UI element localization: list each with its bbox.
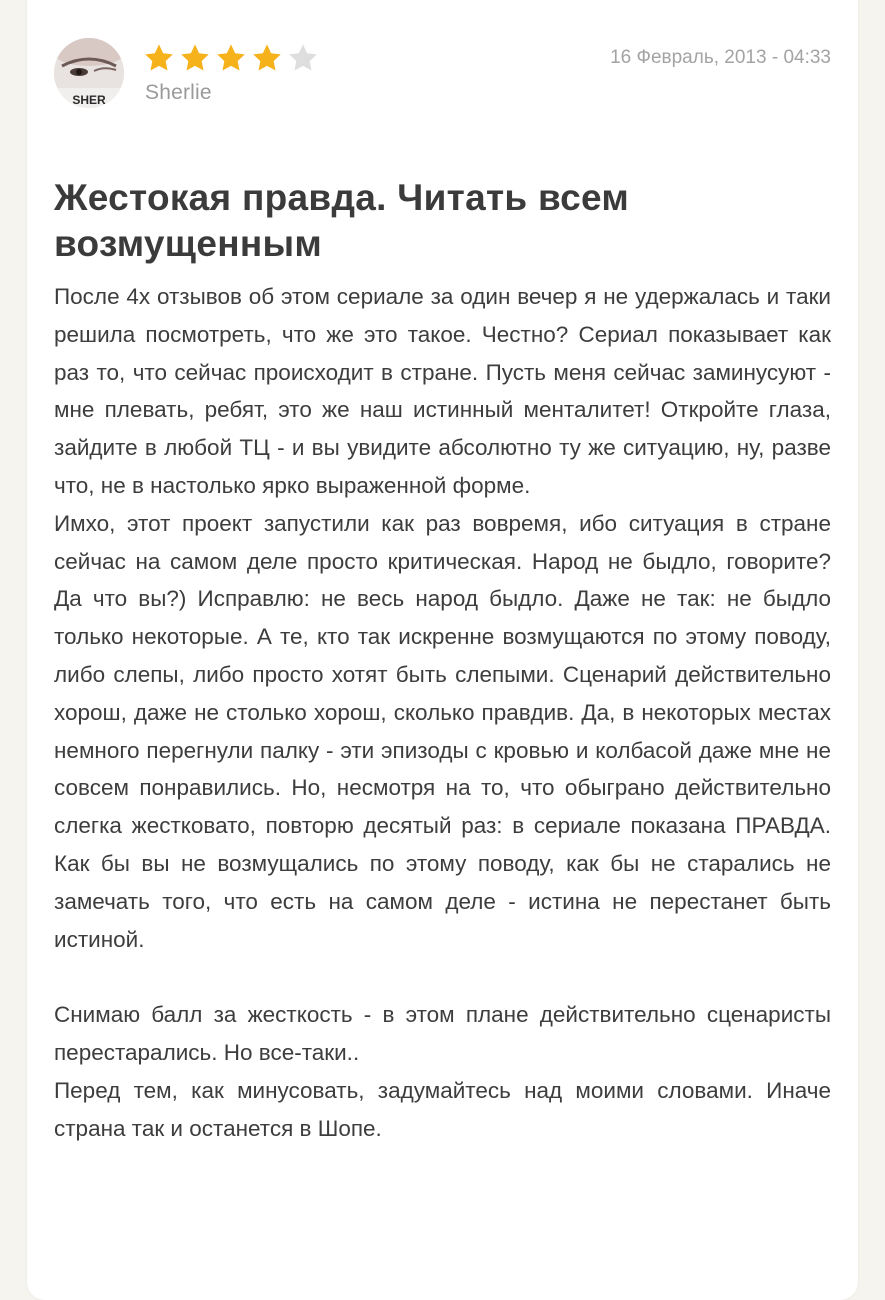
review-card <box>27 0 858 1300</box>
paragraph-gap <box>54 958 831 996</box>
star-empty-icon <box>287 42 319 74</box>
review-paragraph: После 4х отзывов об этом сериале за один вечер я не удержалась и таки решила посмотреть, что же это такое. Честно? Сериал показывает как раз то, что сейчас происходит в стране. Пусть меня сейчас заминусуют - мне плевать, ребят, это же наш истинный менталитет! Откройте глаза, зайдите в любой ТЦ - и вы увидите абсолютно ту же ситуацию, ну, разве что, не в настолько ярко выраженной форме. <box>54 284 831 498</box>
star-filled-icon <box>215 42 247 74</box>
review-body <box>54 278 831 1147</box>
review-paragraph: Имхо, этот проект запустили как раз вовремя, ибо ситуация в стране сейчас на самом деле просто критическая. Народ не быдло, говорите? Да что вы?) Исправлю: не весь народ быдло. Даже не так: не быдло только некоторые. А те, кто так искренне возмущаются по этому поводу, либо слепы, либо просто хотят быть слепыми. Сценарий действительно хорош, даже не столько хорош, сколько правдив. Да, в некоторых местах немного перегнули палку - эти эпизоды с кровью и колбасой даже мне не совсем понравились. Но, несмотря на то, что обыграно действительно слегка жестковато, повторю десятый раз: в сериале показана ПРАВДА. Как бы вы не возмущались по этому поводу, как бы не старались не замечать того, что есть на самом деле - истина не перестанет быть истиной. <box>54 510 831 952</box>
author-name[interactable]: Sherlie <box>145 81 212 104</box>
star-rating <box>143 42 319 74</box>
star-filled-icon <box>251 42 283 74</box>
review-title: Жестокая правда. Читать всем возмущенным <box>54 177 630 264</box>
review-content <box>27 0 858 1300</box>
avatar-text: SHER <box>72 93 106 107</box>
review-date: 16 Февраль, 2013 - 04:33 <box>610 47 831 68</box>
review-paragraph: Снимаю балл за жесткость - в этом плане действительно сценаристы перестарались. Но все-таки.. <box>54 1002 831 1065</box>
star-filled-icon <box>143 42 175 74</box>
star-filled-icon <box>179 42 211 74</box>
avatar-image <box>54 38 124 108</box>
review-paragraph: Перед тем, как минусовать, задумайтесь над моими словами. Иначе страна так и останется в Шопе. <box>54 1077 831 1141</box>
avatar[interactable] <box>54 38 124 108</box>
